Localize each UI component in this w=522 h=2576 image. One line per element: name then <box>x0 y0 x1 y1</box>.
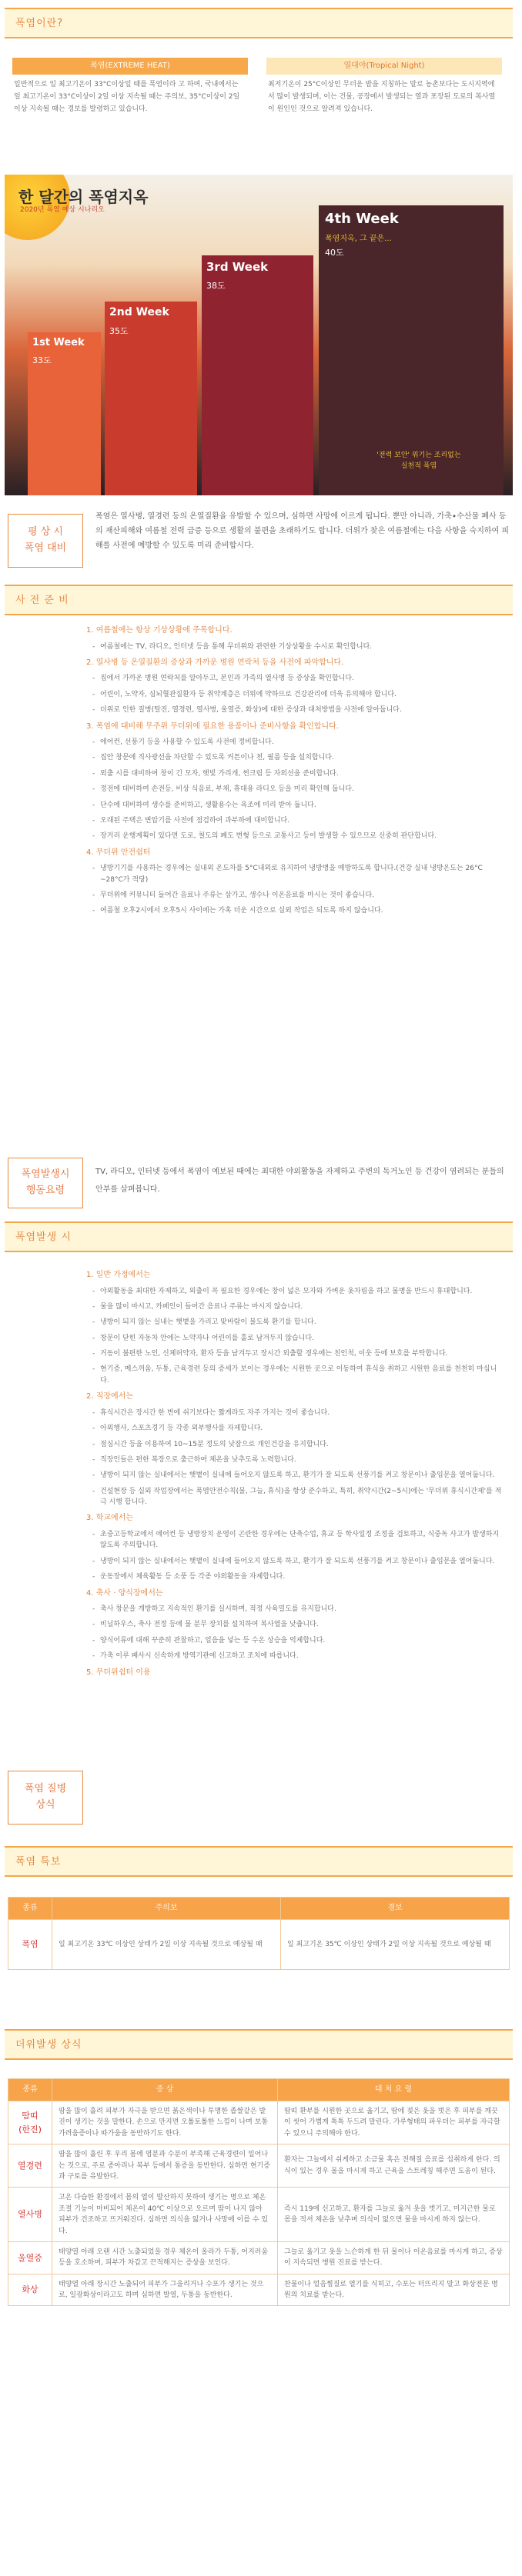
table-row <box>8 2144 510 2188</box>
poster-title: 한 달간의 폭염지옥 <box>18 188 149 206</box>
week-temp: 33도 <box>32 355 52 366</box>
table-row <box>8 2101 510 2144</box>
list-item: - 건설현장 등 실외 작업장에서는 폭염안전수칙(물, 그늘, 휴식)을 항상 준수하고, 특히, 취약시간(2~5시)에는 '무더위 휴식시간제'를 적극 시행 합니다. <box>100 1486 505 1508</box>
care-cell: 그늘로 옮기고 옷을 느슨하게 한 뒤 물이나 이온음료를 마시게 하고, 증상이 지속되면 병원 진료를 받는다. <box>278 2241 510 2274</box>
disease-table <box>8 2078 510 2306</box>
column-header: 종류 <box>8 2079 52 2101</box>
name-cell: 땀띠 (한진) <box>8 2101 52 2144</box>
list-item: - 아외행사, 스포츠경기 등 각종 외부행사를 자제합니다. <box>100 1423 505 1434</box>
list-heading: 2. 열사병 등 온열질환의 증상과 가까운 병원 연락처 등을 사전에 파악합니다. <box>86 658 344 667</box>
list-item: - 창문이 닫힌 자동차 안에는 노약자나 어린이를 홀로 남겨두지 않습니다. <box>100 1333 505 1344</box>
card-extreme-heat <box>12 58 248 120</box>
list-item: - 무더위에 커뮤니티 들어간 음료나 주류는 삼가고, 생수나 이온음료를 마시는 것이 좋습니다. <box>100 890 505 901</box>
card-body: 일반적으로 일 최고기온이 33°C이상일 때를 폭염이라 고 하며, 국내에서는 일 최고기온이 33°C이상이 2일 이상 지속될 때는 주의보, 35°C이상이 2일 이상 지속될 때는 경보를 발령하고 있습니다. <box>14 81 240 113</box>
column-header: 경보 <box>281 1898 510 1920</box>
list-item: - 어린이, 노약자, 심뇌혈관질환자 등 취약계층은 더위에 약하므로 건강관리에 더욱 유의해야 합니다. <box>100 689 505 700</box>
list-heading: 3. 폭염에 대비해 무주위 무더위에 필요한 용품이나 준비사항을 확인합니다. <box>86 721 339 731</box>
column-header: 주의보 <box>52 1898 281 1920</box>
list-item: - 휴식시간은 장시간 한 번에 쉬기보다는 짧게라도 자주 가지는 것이 좋습니다. <box>100 1408 505 1418</box>
tag-line: 행동요령 <box>25 1185 65 1196</box>
list-item: - 더위로 인한 질병(탈진, 열경련, 열사병, 울열증, 화상)에 대한 증상과 대처방법을 사전에 알아둡니다. <box>100 705 505 715</box>
week-label: 1st Week <box>32 337 85 348</box>
name-cell: 화상 <box>8 2274 52 2306</box>
tag-disease <box>8 1771 83 1825</box>
list-heading: 1. 일반 가정에서는 <box>86 1271 151 1279</box>
stage-table <box>8 1897 510 1970</box>
list-item: - 운동장에서 체육활동 등 소풍 등 각종 야외활동을 자제합니다. <box>100 1571 505 1582</box>
prep-list <box>86 620 505 921</box>
advisory-cell: 일 최고기온 33℃ 이상인 상태가 2일 이상 지속될 것으로 예상될 때 <box>52 1920 281 1970</box>
list-heading: 5. 무더위쉼터 이용 <box>86 1668 151 1677</box>
name-cell: 열사병 <box>8 2188 52 2242</box>
list-item: - 정전에 대비하여 손전등, 비상 식음료, 부채, 휴대용 라디오 등을 미리 확인해 둡니다. <box>100 784 505 795</box>
bullet-list <box>86 1604 505 1662</box>
during-list <box>86 1265 505 1683</box>
list-heading: 4. 축사 · 양식장에서는 <box>86 1588 163 1598</box>
week-temp: 38도 <box>206 281 226 292</box>
week-label: 2nd Week <box>109 306 169 318</box>
symptom-cell: 땀을 많이 흘린 후 우리 몸에 염분과 수분이 부족해 근육경련이 일어나는 것으로, 주로 종아리나 복부 등에서 통증을 동반한다. 심하면 현기증과 구토를 유발한다. <box>52 2144 278 2188</box>
bullet-list <box>86 1529 505 1583</box>
week-label: 3rd Week <box>206 260 269 274</box>
table-row <box>8 2274 510 2306</box>
list-heading: 3. 학교에서는 <box>86 1514 134 1523</box>
care-cell: 찬물이나 얼음찜질로 열기를 식히고, 수포는 터뜨리지 말고 화상전문 병원의 치료를 받는다. <box>278 2274 510 2306</box>
card-body: 최저기온이 25°C이상인 무더운 밤을 지칭하는 말로 농촌보다는 도시지역에서 많이 발생되며, 이는 건물, 공장에서 발생되는 열과 포장된 도로의 복사열이 원인인 것으로 알려져 있습니다. <box>268 81 496 113</box>
list-item: - 장거리 운행계획이 있다면 도로, 철도의 폐도 변형 등으로 교통사고 등이 발생할 수 있으므로 신중히 판단합니다. <box>100 831 505 841</box>
tag-line: 폭염 대비 <box>24 542 67 554</box>
tag-line: 폭염발생시 <box>21 1168 70 1181</box>
week-note: 폭염지옥, 그 끝은... <box>325 234 392 243</box>
list-item: - 양식어류에 대해 꾸준히 관찰하고, 얼음을 넣는 등 수온 상승을 억제합니다. <box>100 1635 505 1646</box>
tag-line: 폭염 질병 <box>24 1783 67 1795</box>
week-4-block <box>319 205 504 495</box>
list-item: - 물을 많이 마시고, 카페인이 들어간 음료나 주류는 마시지 않습니다. <box>100 1301 505 1312</box>
list-item: - 가축 이루 패사시 신속하게 방역기관에 신고하고 조치에 따릅니다. <box>100 1651 505 1661</box>
section-header-during: 폭염발생 시 <box>5 1221 513 1252</box>
table-row <box>8 1920 510 1970</box>
list-item: - 직장인들은 편한 복장으로 출근하여 체온을 낮추도록 노력합니다. <box>100 1455 505 1465</box>
symptom-cell: 태양열 아래 장시간 노출되어 피부가 그을리거나 수포가 생기는 것으로, 일광화상이라고도 하며 심하면 발열, 두통을 동반한다. <box>52 2274 278 2306</box>
week-1-block <box>28 332 101 495</box>
bullet-list <box>86 1286 505 1387</box>
symptom-cell: 태양열 아래 오랜 시간 노출되었을 경우 체온이 올라가 두통, 어지러움 등을 호소하며, 피부가 차갑고 끈적해지는 증상을 보인다. <box>52 2241 278 2274</box>
table-row <box>8 2188 510 2242</box>
card-title: 열대야(Tropical Night) <box>266 58 502 75</box>
heat-infographic <box>5 175 513 495</box>
warning-cell: 일 최고기온 35℃ 이상인 상태가 2일 이상 지속될 것으로 예상될 때 <box>281 1920 510 1970</box>
list-heading: 1. 여름철에는 항상 기상상황에 주목합니다. <box>86 626 233 635</box>
action-text: TV, 라디오, 인터넷 등에서 폭염이 예보된 때에는 최대한 야외활동을 자제하고 주변의 독거노인 등 건강이 염려되는 분들의 안부를 살펴봅니다. <box>95 1168 504 1194</box>
list-heading: 2. 직장에서는 <box>86 1392 134 1401</box>
poster-bottom-note: '전력 보안' 위기는 조리없는 실천적 폭염 <box>376 452 461 471</box>
table-row <box>8 2241 510 2274</box>
list-item: - 외출 시를 대비하여 창이 긴 모자, 햇빛 가리개, 썬크림 등 자외선을 준비합니다. <box>100 768 505 779</box>
list-heading: 4. 무더위 안전쉼터 <box>86 848 151 857</box>
row-label: 폭염 <box>8 1920 52 1970</box>
column-header: 증 상 <box>52 2079 278 2101</box>
list-item: - 야외활동을 최대한 자제하고, 외출이 꼭 필요한 경우에는 창이 넓은 모자와 가벼운 옷차림을 하고 물병을 반드시 휴대합니다. <box>100 1286 505 1297</box>
poster-subtitle: 2020년 폭염 예상 시나리오 <box>20 206 105 214</box>
care-cell: 환자는 그늘에서 쉬게하고 소금물 혹은 전해질 음료를 섭취하게 한다. 의식이 있는 경우 물을 마시게 하고 근육을 스트레칭 해주면 도움이 된다. <box>278 2144 510 2188</box>
section-header-prep: 사 전 준 비 <box>5 585 513 615</box>
intro-cards <box>5 58 513 173</box>
card-tropical-night <box>266 58 502 120</box>
tag-action <box>8 1158 83 1208</box>
list-item: - 단수에 대비하여 생수를 준비하고, 생활용수는 욕조에 미리 받아 둡니다. <box>100 800 505 811</box>
section-header-stage: 폭염 특보 <box>5 1846 513 1877</box>
list-item: - 비닐하우스, 축사 전정 등에 물 분무 장치를 설치하여 복사열을 낮춥니다. <box>100 1619 505 1630</box>
list-item: - 거동이 불편한 노인, 신체허약자, 환자 등을 남겨두고 장시간 외출할 경우에는 친인척, 이웃 등에 보호를 부탁합니다. <box>100 1348 505 1359</box>
tag-normal-prep <box>8 514 83 568</box>
symptom-cell: 고온 다습한 환경에서 몸의 열이 발산하지 못하여 생기는 병으로 체온 조절 기능이 마비되어 체온이 40℃ 이상으로 오르며 땀이 나지 않아 피부가 건조하고 뜨거워진다. 심하면 의식을 잃거나 사망에 이를 수 있다. <box>52 2188 278 2242</box>
column-header: 종류 <box>8 1898 52 1920</box>
bullet-list <box>86 863 505 917</box>
card-title: 폭염(EXTREME HEAT) <box>12 58 248 75</box>
list-item: - 현기증, 메스꺼움, 두통, 근육경련 등의 증세가 보이는 경우에는 시원한 곳으로 이동하여 휴식을 취하고 시원한 음료를 천천히 마십니다. <box>100 1364 505 1386</box>
list-item: - 여름철에는 TV, 라디오, 인터넷 등을 통해 무더위와 관련한 기상상황을 수시로 확인합니다. <box>100 642 505 652</box>
list-item: - 에어컨, 선풍기 등을 사용할 수 있도록 사전에 정비합니다. <box>100 737 505 748</box>
list-item: - 축사 창문을 개방하고 지속적인 환기를 실시하며, 적정 사육밀도를 유지합니다. <box>100 1604 505 1615</box>
care-cell: 즉시 119에 신고하고, 환자를 그늘로 옮겨 옷을 벗기고, 미지근한 물로 몸을 적셔 체온을 낮추며 의식이 없으면 물을 마시게 하지 않는다. <box>278 2188 510 2242</box>
bullet-list <box>86 1408 505 1508</box>
care-cell: 땀띠 환부를 시원한 곳으로 옮기고, 땀에 젖은 옷을 벗은 후 피부를 깨끗이 씻어 가볍게 톡톡 두드려 말린다. 가루형태의 파우더는 피부를 자극할 수 있으니 주의해야 한다. <box>278 2101 510 2144</box>
list-item: - 집에서 가까운 병원 연락처를 알아두고, 본인과 가족의 열사병 등 증상을 확인합니다. <box>100 673 505 684</box>
week-2-block <box>105 302 197 495</box>
list-item: - 오래된 주택은 변압기를 사전에 점검하여 과부하에 대비합니다. <box>100 815 505 826</box>
bullet-list <box>86 737 505 842</box>
list-item: - 점심시간 등을 이용하여 10~15분 정도의 낮잠으로 개인건강을 유지합니다. <box>100 1439 505 1450</box>
list-item: - 냉방이 되지 않는 실내는 햇볕을 가리고 맞바람이 불도록 환기를 합니다. <box>100 1317 505 1328</box>
section-header-intro: 폭염이란? <box>5 8 513 38</box>
name-cell: 울열증 <box>8 2241 52 2274</box>
bullet-list <box>86 642 505 652</box>
week-temp: 35도 <box>109 325 129 336</box>
list-item: - 초중고등학교에서 에어컨 등 냉방장치 운영이 곤란한 경우에는 단축수업, 휴교 등 학사일정 조정을 검토하고, 식중독 사고가 발생하지 않도록 주의합니다. <box>100 1529 505 1551</box>
section-header-disease: 더위발생 상식 <box>5 2029 513 2060</box>
name-cell: 열경련 <box>8 2144 52 2188</box>
column-header: 대 처 요 령 <box>278 2079 510 2101</box>
bullet-list <box>86 673 505 715</box>
week-temp: 40도 <box>325 248 344 258</box>
week-label: 4th Week <box>325 211 399 227</box>
list-item: - 냉방이 되지 않는 실내에서는 햇볕이 실내에 들어오지 않도록 하고, 환기가 잘 되도록 선풍기를 켜고 창문이나 출입문을 열어둡니다. <box>100 1556 505 1567</box>
symptom-cell: 땀을 많이 흘려 피부가 자극을 받으면 붉은색이나 투명한 좁쌀같은 발진이 생기는 것을 말한다. 손으로 만지면 오톨토톨한 느낌이 나며 보통 가려움증이나 따가움을 동반하기도 한다. <box>52 2101 278 2144</box>
list-item: - 냉방기기를 사용하는 경우에는 실내외 온도차를 5°C내외로 유지하여 냉방병을 예방하도록 합니다.(건강 실내 냉방온도는 26°C ~28°C가 적당) <box>100 863 505 885</box>
tag-line: 상식 <box>35 1799 55 1811</box>
week-3-block <box>202 255 313 495</box>
list-item: - 냉방이 되지 않는 실내에서는 햇볕이 실내에 들어오지 않도록 하고, 환기가 잘 되도록 선풍기를 켜고 창문이나 출입문을 열어둡니다. <box>100 1470 505 1481</box>
tag-line: 평 상 시 <box>28 526 63 538</box>
list-item: - 집안 창문에 직사광선을 차단할 수 있도록 커튼이나 천, 필름 등을 설치합니다. <box>100 752 505 763</box>
list-item: - 여름철 오후2시에서 오후5시 사이에는 가혹 더운 시간으로 실외 작업은 되도록 하지 않습니다. <box>100 905 505 916</box>
summary-text: 폭염은 열사병, 열경련 등의 온열질환을 유발할 수 있으며, 심하면 사망에 이르게 됩니다. 뿐만 아니라, 가축∙수산물 폐사 등의 재산피해와 여름철 전력 급증 등으로 생활의 불편을 초래하기도 합니다. 더위가 찾은 여름철에는 다음 사항을 숙지하여 피해를 사전에 예방할 수 있도록 미리 준비합시다. <box>95 512 510 550</box>
